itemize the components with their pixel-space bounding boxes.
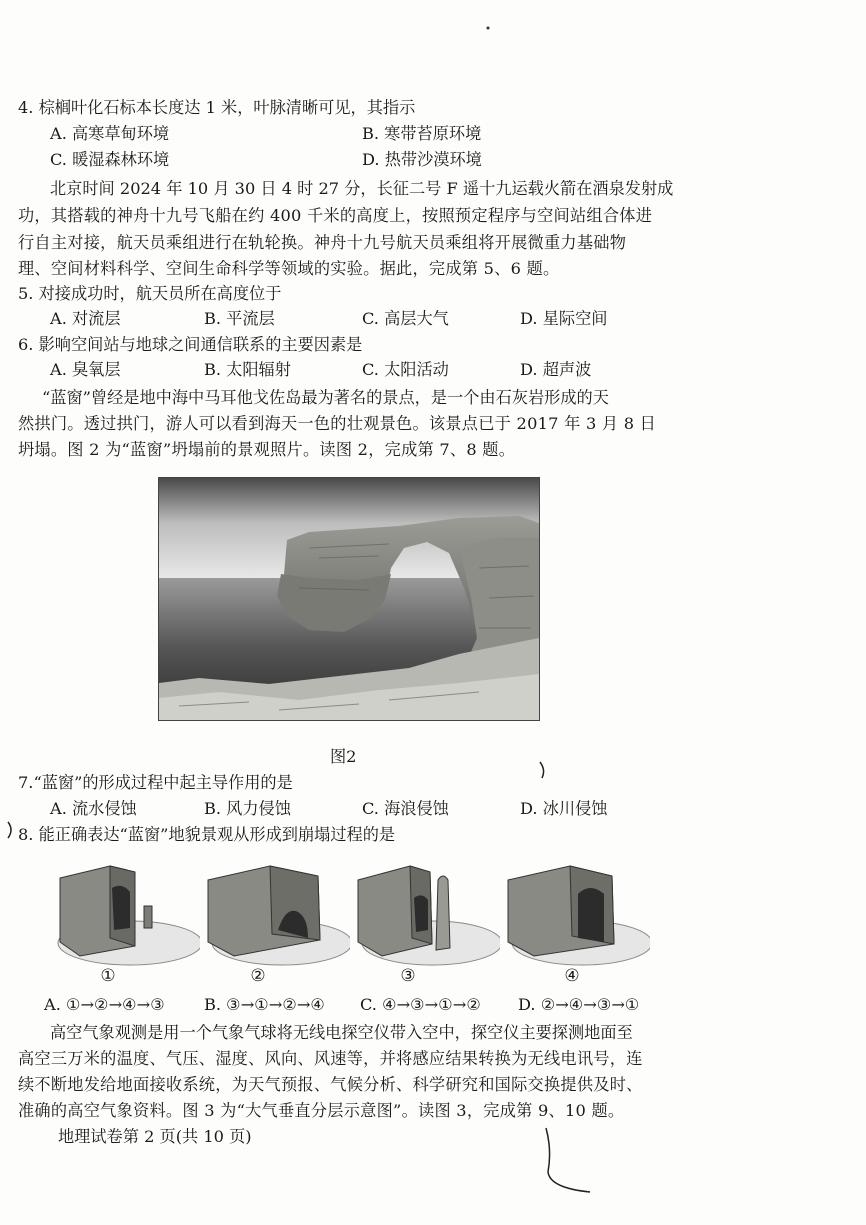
passage2-line: 然拱门。透过拱门，游人可以看到海天一色的壮观景色。该景点已于 2017 年 3 月 8 日 bbox=[18, 414, 657, 433]
sketch-label-3: ③ bbox=[400, 966, 416, 986]
q6-option-c: C. 太阳活动 bbox=[362, 360, 449, 379]
q7-option-c: C. 海浪侵蚀 bbox=[362, 799, 449, 818]
sketch-label-2: ② bbox=[250, 966, 266, 986]
passage2-line: “蓝窗”曾经是地中海中马耳他戈佐岛最为著名的景点，是一个由石灰岩形成的天 bbox=[42, 388, 609, 407]
q7-option-b: B. 风力侵蚀 bbox=[204, 799, 291, 818]
passage3-line: 准确的高空气象资料。图 3 为“大气垂直分层示意图”。读图 3，完成第 9、10 题。 bbox=[18, 1101, 625, 1120]
q4-option-d: D. 热带沙漠环境 bbox=[362, 150, 482, 169]
q8-option-d: D. ②→④→③→① bbox=[518, 995, 640, 1014]
q4-option-b: B. 寒带苔原环境 bbox=[362, 124, 482, 143]
passage3-line: 高空气象观测是用一个气象气球将无线电探空仪带入空中，探空仪主要探测地面至 bbox=[50, 1023, 633, 1042]
q6-stem: 6. 影响空间站与地球之间通信联系的主要因素是 bbox=[18, 335, 363, 354]
q8-option-c: C. ④→③→①→② bbox=[360, 995, 481, 1014]
passage2-line: 坍塌。图 2 为“蓝窗”坍塌前的景观照片。读图 2，完成第 7、8 题。 bbox=[18, 440, 516, 459]
page-footer: 地理试卷第 2 页(共 10 页) bbox=[58, 1127, 252, 1146]
passage3-line: 高空三万米的温度、气压、湿度、风向、风速等，并将感应结果转换为无线电讯号，连 bbox=[18, 1049, 643, 1068]
q5-stem: 5. 对接成功时，航天员所在高度位于 bbox=[18, 284, 282, 303]
q6-option-a: A. 臭氧层 bbox=[50, 360, 121, 379]
q4-option-c: C. 暖湿森林环境 bbox=[50, 150, 170, 169]
q5-option-d: D. 星际空间 bbox=[520, 309, 608, 328]
q5-option-a: A. 对流层 bbox=[50, 309, 121, 328]
q5-option-c: C. 高层大气 bbox=[362, 309, 449, 328]
passage1-line: 行自主对接，航天员乘组进行在轨轮换。神舟十九号航天员乘组将开展微重力基础物 bbox=[18, 233, 627, 252]
q8-option-b: B. ③→①→②→④ bbox=[204, 995, 325, 1014]
sketch-label-1: ① bbox=[100, 966, 116, 986]
q4-stem: 4. 棕榈叶化石标本长度达 1 米，叶脉清晰可见，其指示 bbox=[18, 98, 416, 117]
sketch-label-4: ④ bbox=[564, 966, 580, 986]
figure2-caption: 图2 bbox=[330, 747, 357, 766]
q4-option-a: A. 高寒草甸环境 bbox=[50, 124, 170, 143]
passage1-line: 理、空间材料科学、空间生命科学等领域的实验。据此，完成第 5、6 题。 bbox=[18, 259, 560, 278]
passage3-line: 续不断地发给地面接收系统，为天气预报、气候分析、科学研究和国际交换提供及时、 bbox=[18, 1075, 643, 1094]
q5-option-b: B. 平流层 bbox=[204, 309, 275, 328]
q8-stem: 8. 能正确表达“蓝窗”地貌景观从形成到崩塌过程的是 bbox=[18, 825, 396, 844]
q7-option-d: D. 冰川侵蚀 bbox=[520, 799, 608, 818]
passage1-line: 功，其搭载的神舟十九号飞船在约 400 千米的高度上，按照预定程序与空间站组合体进 bbox=[18, 206, 653, 225]
q7-stem: 7.“蓝窗”的形成过程中起主导作用的是 bbox=[18, 773, 293, 792]
q7-option-a: A. 流水侵蚀 bbox=[50, 799, 137, 818]
q8-option-a: A. ①→②→④→③ bbox=[44, 995, 165, 1014]
passage1-line: 北京时间 2024 年 10 月 30 日 4 时 27 分，长征二号 F 遥十九运载火箭在酒泉发射成 bbox=[50, 179, 674, 198]
q6-option-d: D. 超声波 bbox=[520, 360, 592, 379]
q6-option-b: B. 太阳辐射 bbox=[204, 360, 291, 379]
